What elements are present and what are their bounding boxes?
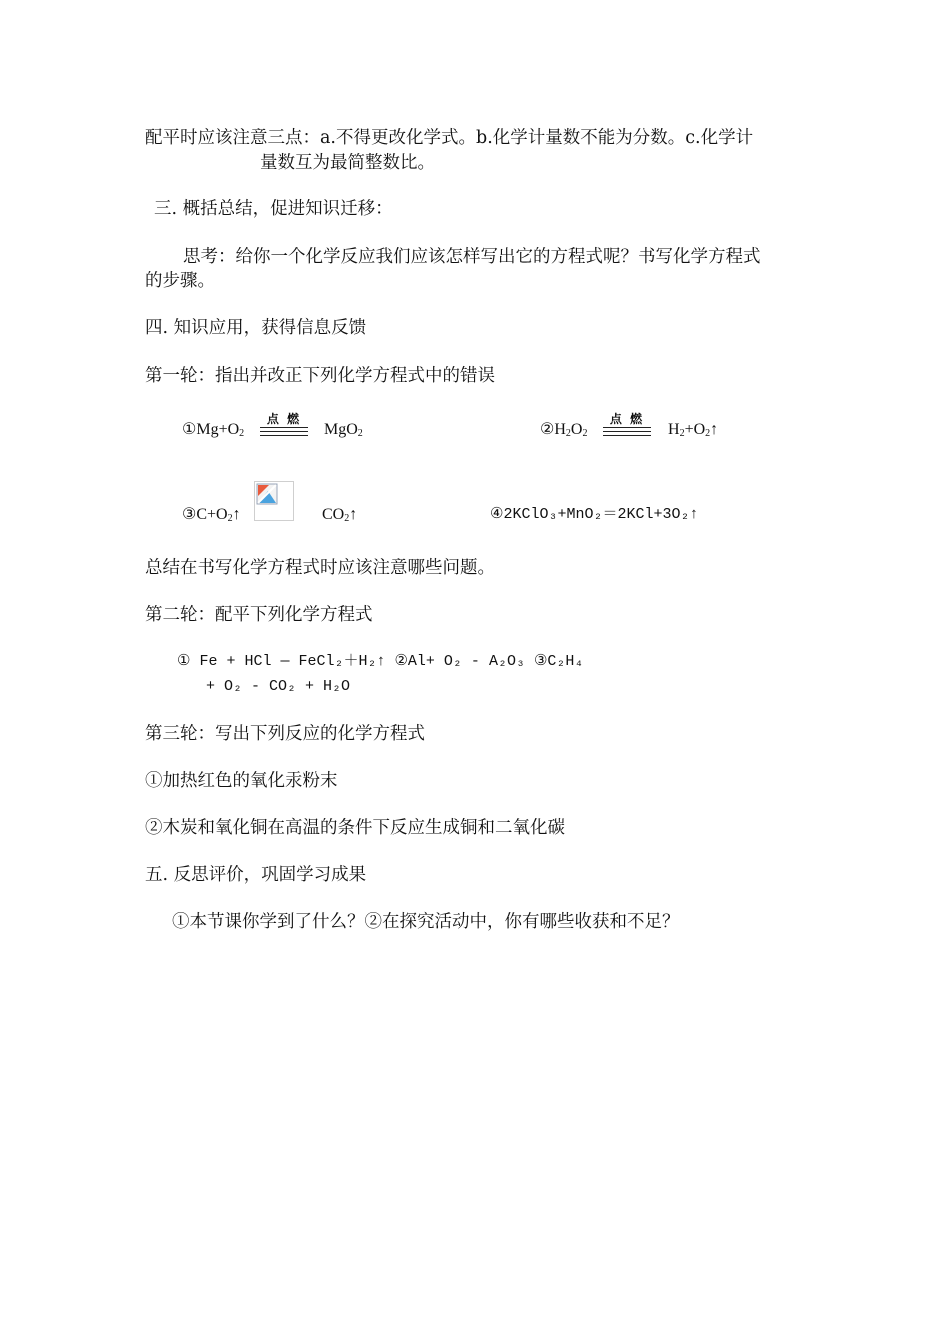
equation-1: $①Mg+O_2$	[182, 421, 245, 439]
balance-rule-line2: 量数互为最简整数比。	[260, 153, 435, 173]
ignite-condition-2: 点 燃	[601, 412, 653, 438]
broken-image-icon	[254, 481, 294, 521]
section4-heading: 四. 知识应用，获得信息反馈	[145, 318, 367, 338]
round2-title: 第二轮：配平下列化学方程式	[145, 605, 373, 625]
round1-title: 第一轮：指出并改正下列化学方程式中的错误	[145, 366, 495, 386]
equation-3-product: $CO_2↑$	[322, 506, 358, 524]
round3-title: 第三轮：写出下列反应的化学方程式	[145, 724, 425, 744]
equation-1-product: MgO$_2$	[324, 421, 363, 439]
equation-2: $②H_2O_2$	[540, 421, 588, 439]
round3-item2: ②木炭和氧化铜在高温的条件下反应生成铜和二氧化碳	[145, 818, 565, 838]
round2-equations-line2: + O₂ - CO₂ + H₂O	[206, 678, 351, 695]
balance-rule-line1: 配平时应该注意三点：a.不得更改化学式。b.化学计量数不能为分数。c.化学计	[145, 128, 754, 148]
think-line1: 思考：给你一个化学反应我们应该怎样写出它的方程式呢？书写化学方程式	[183, 247, 761, 267]
think-line2: 的步骤。	[145, 271, 215, 291]
equation-4: ④2KClO₃+MnO₂＝2KCl+3O₂↑	[490, 506, 699, 523]
round1-summary: 总结在书写化学方程式时应该注意哪些问题。	[145, 558, 495, 578]
round3-item1: ①加热红色的氧化汞粉末	[145, 771, 338, 791]
equation-3: $③C+O_2↑$	[182, 506, 241, 524]
round2-equations-line1: ① Fe + HCl — FeCl₂＋H₂↑ ②Al+ O₂ - A₂O₃ ③C₂H₄	[177, 653, 584, 670]
section3-heading: 三. 概括总结，促进知识迁移：	[154, 199, 393, 219]
ignite-condition-1	[258, 412, 310, 438]
section5-heading: 五. 反思评价，巩固学习成果	[145, 865, 367, 885]
eq1-left: ①Mg+O	[182, 421, 240, 438]
ignite-label: 点 燃	[266, 412, 302, 426]
section5-questions: ①本节课你学到了什么？②在探究活动中，你有哪些收获和不足？	[172, 912, 680, 932]
equation-2-product: $H_2+O_2↑$	[668, 421, 719, 439]
